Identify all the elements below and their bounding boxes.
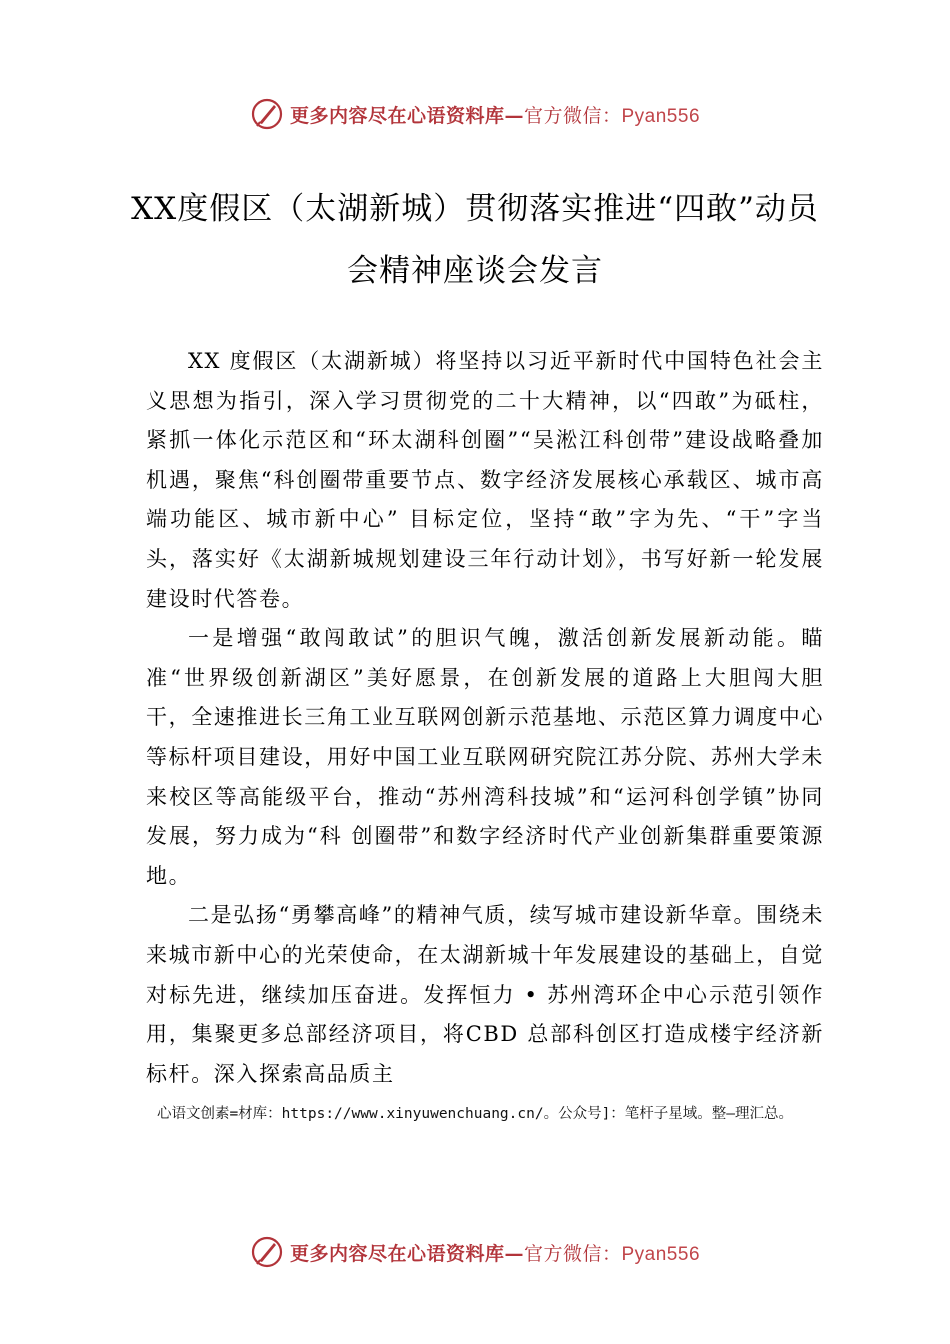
paragraph-intro: XX 度假区（太湖新城）将坚持以习近平新时代中国特色社会主义思想为指引，深入学习贯彻党的二十大精神，以“四敢”为砥柱，紧抓一体化示范区和“环太湖科创圈”“吴淞江科创带”建设战略叠加机遇，聚焦“科创圈带重要节点、数字经济发展核心承载区、城市高端功能区、城市新中心” 目标定位，坚持“敢”字为先、“干”字当头，落实好《太湖新城规划建设三年行动计划》，书写好新一轮发展建设时代答卷。 bbox=[146, 349, 824, 611]
banner-wechat-id: Pyan556 bbox=[621, 105, 701, 127]
document-body bbox=[146, 342, 824, 1094]
footer-banner bbox=[0, 1230, 950, 1274]
paragraph-one: 一是增强“敢闯敢试”的胆识气魄，激活创新发展新动能。瞄准“世界级创新湖区”美好愿景，在创新发展的道路上大胆闯大胆干，全速推进长三角工业互联网创新示范基地、示范区算力调度中心等标杆项目建设，用好中国工业互联网研究院江苏分院、苏州大学未来校区等高能级平台，推动“苏州湾科技城”和“运河科创学镇”协同发展，努力成为“科 创圈带”和数字经济时代产业创新集群重要策源地。 bbox=[146, 626, 824, 888]
header-banner bbox=[0, 92, 950, 136]
paragraph-two: 二是弘扬“勇攀高峰”的精神气质，续写城市建设新华章。围绕未来城市新中心的光荣使命，在太湖新城十年发展建设的基础上，自觉对标先进，继续加压奋进。发挥恒力 • 苏州湾环企中心示范引领作用，集聚更多总部经济项目，将CBD 总部科创区打造成楼宇经济新标杆。深入探索高品质主 bbox=[146, 903, 824, 1086]
banner-text bbox=[290, 1239, 700, 1266]
banner-wechat-label: 官方微信： bbox=[523, 104, 622, 127]
banner-wechat-id: Pyan556 bbox=[621, 1243, 701, 1265]
quill-pen-icon bbox=[250, 1235, 284, 1269]
banner-wechat-label: 官方微信： bbox=[523, 1242, 622, 1265]
document-title: XX度假区（太湖新城）贯彻落实推进“四敢”动员会精神座谈会发言 bbox=[131, 191, 819, 289]
banner-text bbox=[290, 101, 700, 128]
source-footnote: 心语文创素=材库：https://www.xinyuwenchuang.cn/。公众号]：笔杆子星域。整—理汇总。 bbox=[156, 1106, 794, 1122]
banner-slogan: 更多内容尽在心语资料库— bbox=[289, 104, 524, 127]
quill-pen-icon bbox=[250, 97, 284, 131]
banner-slogan: 更多内容尽在心语资料库— bbox=[289, 1242, 524, 1265]
